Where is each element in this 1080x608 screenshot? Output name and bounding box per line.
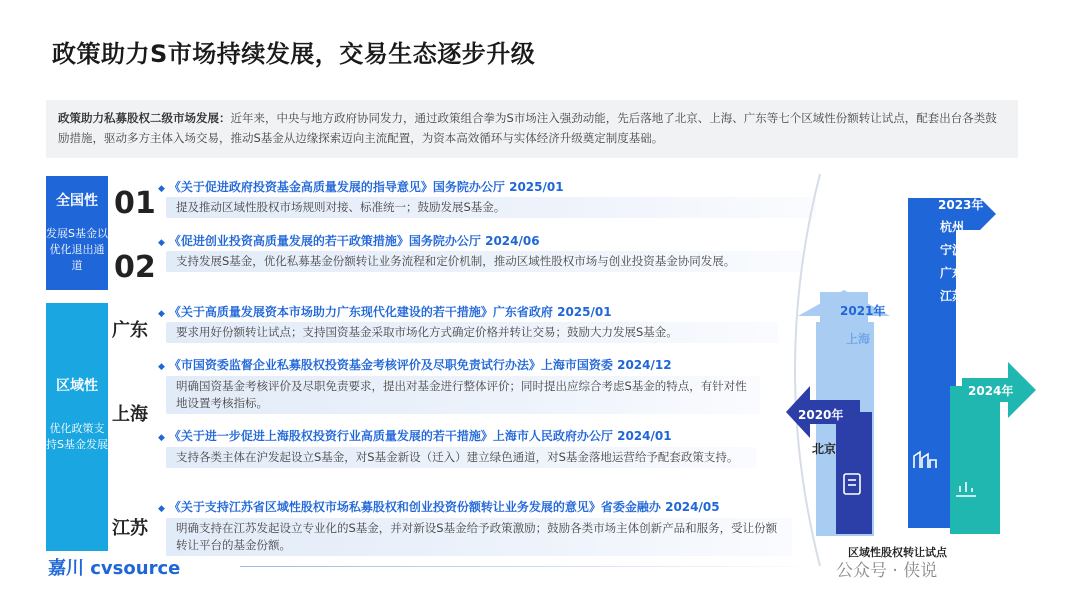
cities-2024: 安徽 — [976, 416, 1001, 430]
policy-desc: 支持发展S基金，优化私募基金份额转让业务流程和定价机制，推动区域性股权市场与创业投资基金协同发展。 — [166, 251, 802, 272]
policy-title — [158, 356, 672, 373]
cities-2021: 上海 — [846, 332, 871, 346]
intro-text: 近年来，中央与地方政府协同发力，通过政策组合拳为S市场注入强劲动能，先后落地了北京、上海、广东等七个区域性份额转让试点，配套出台各类鼓励措施，驱动多方主体入场交易，推动S基金从边缘探索迈向主流配置，为资本高效循环与实体经济升级奠定制度基础。 — [58, 111, 997, 145]
diamond-icon: ◆ — [158, 433, 165, 443]
timeline-graphic — [780, 150, 1060, 550]
regional-head: 区域性 — [56, 378, 98, 394]
diamond-icon: ◆ — [158, 362, 165, 372]
policy-title — [158, 498, 720, 515]
policy-desc: 明确支持在江苏发起设立专业化的S基金，并对新设S基金给予政策激励；鼓励各类市场主体创新产品和服务，受让份额转让平台的基金份额。 — [166, 518, 792, 556]
brand-logo: 嘉川 cvsource — [48, 558, 181, 579]
policy-desc: 明确国资基金考核评价及尽职免责要求，提出对基金进行整体评价；同时提出应综合考虑S基金的特点，有针对性地设置考核指标。 — [166, 376, 760, 414]
policy-title-text: 《促进创业投资高质量发展的若干政策措施》国务院办公厅 2024/06 — [168, 234, 540, 248]
national-block — [46, 176, 108, 290]
policy-title-text: 《市国资委监督企业私募股权投资基金考核评价及尽职免责试行办法》上海市国资委 2024/12 — [168, 358, 672, 372]
diamond-icon: ◆ — [158, 184, 165, 194]
wechat-watermark: 公众号 · 侠说 — [836, 561, 938, 581]
region-guangdong: 广东 — [112, 320, 148, 341]
year-2024: 2024年 — [968, 384, 1014, 398]
year-2021: 2021年 — [840, 304, 886, 318]
region-shanghai: 上海 — [112, 404, 148, 425]
policy-desc: 支持各类主体在沪发起设立S基金，对S基金新设（迁入）建立绿色通道，对S基金落地运营给予配套政策支持。 — [166, 447, 756, 468]
policy-title-text: 《关于促进政府投资基金高质量发展的指导意见》国务院办公厅 2025/01 — [168, 180, 564, 194]
diamond-icon: ◆ — [158, 238, 165, 248]
pie-chart-icon — [879, 451, 897, 469]
national-head: 全国性 — [56, 193, 98, 209]
policy-title-text: 《关于进一步促进上海股权投资行业高质量发展的若干措施》上海市人民政府办公厅 2024/01 — [168, 429, 672, 443]
policy-title-text: 《关于高质量发展资本市场助力广东现代化建设的若干措施》广东省政府 2025/01 — [168, 305, 612, 319]
page-title: 政策助力S市场持续发展，交易生态逐步升级 — [52, 40, 536, 68]
national-sub: 发展S基金以优化退出通道 — [46, 227, 108, 272]
year-2023: 2023年 — [938, 198, 984, 212]
cities-2020: 北京 — [812, 442, 837, 456]
timeline-caption: 区域性股权转让试点 — [848, 546, 947, 559]
policy-desc: 要求用好份额转让试点；支持国资基金采取市场化方式确定价格并转让交易；鼓励大力发展S基金。 — [166, 322, 778, 343]
policy-title — [158, 232, 540, 249]
cities-2023: 杭州 宁波 广东 江苏 — [940, 220, 965, 303]
number-01: 01 — [114, 186, 156, 221]
diamond-icon: ◆ — [158, 309, 165, 319]
policy-title — [158, 303, 612, 320]
footer-line — [240, 566, 820, 567]
region-jiangsu: 江苏 — [112, 518, 148, 539]
diamond-icon: ◆ — [158, 504, 165, 514]
number-02: 02 — [114, 250, 156, 285]
regional-block — [46, 303, 108, 551]
policy-title-text: 《关于支持江苏省区域性股权市场私募股权和创业投资份额转让业务发展的意见》省委金融办 2024/05 — [168, 500, 720, 514]
intro-lead: 政策助力私募股权二级市场发展： — [58, 111, 231, 125]
year-2020: 2020年 — [798, 408, 844, 422]
policy-title — [158, 427, 672, 444]
policy-desc: 提及推动区域性股权市场规则对接、标准统一；鼓励发展S基金。 — [166, 197, 816, 218]
policy-title — [158, 178, 564, 195]
regional-sub: 优化政策支持S基金发展 — [46, 422, 108, 451]
